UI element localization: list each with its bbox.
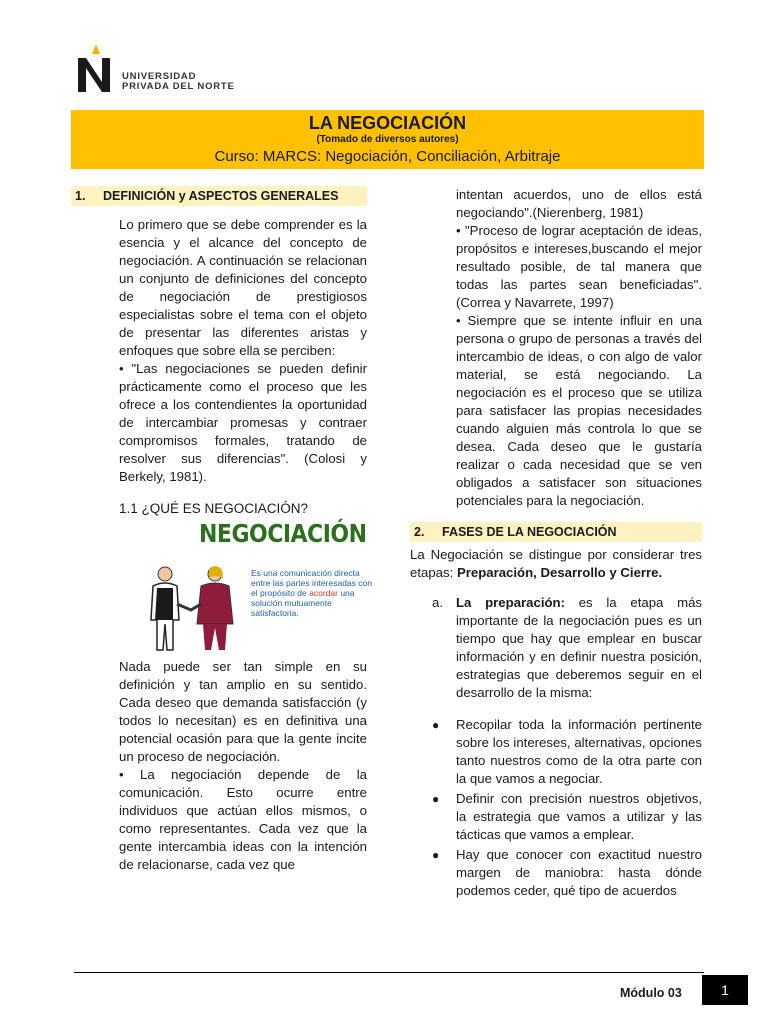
right-paragraph-2: • "Proceso de lograr aceptación de ideas, propósitos e intereses,buscando el mejor resultado posible, de tal manera que todas las partes sean beneficiadas". (Correa y Navarrete, 1997) <box>456 223 702 310</box>
negotiation-figure <box>143 520 383 652</box>
section-1-heading: 1. DEFINICIÓN y ASPECTOS GENERALES <box>71 186 367 206</box>
left-column <box>71 186 372 874</box>
right-paragraph-1: intentan acuerdos, uno de ellos está negociando".(Nierenberg, 1981) <box>456 187 702 220</box>
document-title: LA NEGOCIACIÓN <box>308 113 467 133</box>
footer-divider <box>74 972 704 973</box>
section-1-paragraph-2: • "Las negociaciones se pueden definir prácticamente como el proceso que les ofrece a los contendientes la oportunidad de intercambiar promesas y contraer compromisos formales, tratando de resolver sus diferencias". (Colosi y Berkely, 1981). <box>119 361 367 484</box>
bullet-icon: ● <box>432 848 440 862</box>
section-2-heading: 2. FASES DE LA NEGOCIACIÓN <box>410 522 702 542</box>
course-name: Curso: MARCS: Negociación, Conciliación, Arbitraje <box>214 148 561 165</box>
section-1-paragraph-4: • La negociación depende de la comunicación. Esto ocurre entre individuos que actúan ellos mismos, o como representantes. Cada vez que la gente intercambia ideas con la intención de relacionarse, cada vez que <box>119 767 367 872</box>
handshake-illustration-icon <box>143 564 243 652</box>
university-logo <box>74 44 244 94</box>
list-item: ● Definir con precisión nuestros objetivos, la estrategia que vamos a utilizar y las tácticas que vamos a emplear. <box>432 791 702 842</box>
upn-logo-icon <box>74 44 118 94</box>
document-subtitle: (Tomado de diversos autores) <box>316 134 459 145</box>
section-1-paragraph-1: Lo primero que se debe comprender es la esencia y el alcance del concepto de negociación. A continuación se relacionan un conjunto de definiciones del concepto de negociación de prestigiosos especialistas sobre el tema con el objeto de presentar las diferentes aristas y enfoques que sobre ella se perciben: <box>119 217 367 358</box>
university-name: UNIVERSIDAD PRIVADA DEL NORTE <box>122 71 235 92</box>
list-item: a. La preparación: es la etapa más importante de la negociación pues es un tiempo que hay que emplear en buscar información y en definir nuestra posición, estrategias que deberemos seguir en el desarrollo de la misma: <box>432 595 702 700</box>
bullet-icon: ● <box>432 792 440 806</box>
page-number: 1 <box>702 975 748 1005</box>
bullet-icon: ● <box>432 718 440 732</box>
subsection-heading: 1.1 ¿QUÉ ES NEGOCIACIÓN? <box>119 501 309 516</box>
module-label: Módulo 03 <box>620 986 682 1000</box>
section-1-paragraph-3: Nada puede ser tan simple en su definición y tan amplio en su sentido. Cada deseo que demanda satisfacción (y todos lo necesitan) es en definitiva una potencial ocasión para que la gente incite un proceso de negociación. <box>119 659 367 764</box>
section-2-intro: La Negociación se distingue por considerar tres etapas: Preparación, Desarrollo y Cierre. <box>410 547 702 580</box>
title-block <box>71 110 704 169</box>
right-column <box>410 187 702 902</box>
preparation-bullets <box>410 716 702 900</box>
figure-title: NEGOCIACIÓN <box>199 520 367 549</box>
right-paragraph-3: • Siempre que se intente influir en una persona o grupo de personas a través del intercambio de ideas, o con algo de valor material, se está negociando. La negociación es el proceso que se utiliza para satisfacer las propias necesidades cuando alguien más controla lo que se desea. Cada deseo que le gustaría realizar o cada necesidad que se ven obligados a satisfacer son situaciones potenciales para la negociación. <box>456 313 702 508</box>
figure-caption: Es una comunicación directa entre las partes interesadas con el propósito de acordar una solución mutuamente satisfactoria. <box>251 568 372 618</box>
list-item: ● Recopilar toda la información pertinente sobre los intereses, alternativas, opciones tanto nuestros como de la otra parte con la que vamos a negociar. <box>432 717 702 786</box>
list-item: ● Hay que conocer con exactitud nuestro margen de maniobra: hasta dónde podemos ceder, qué tipo de acuerdos <box>432 847 702 898</box>
